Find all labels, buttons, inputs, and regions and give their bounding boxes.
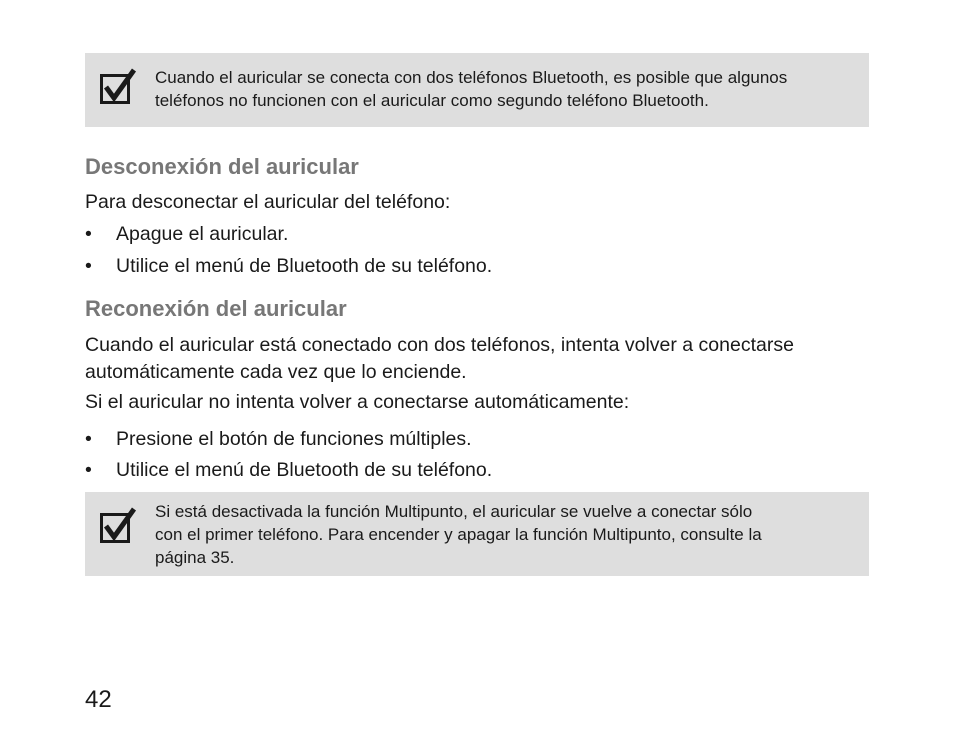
note-box-multipoint [85,492,869,576]
bullet-icon: • [85,428,92,450]
note-line: Si está desactivada la función Multipunto, el auricular se vuelve a conectar sólo [155,502,753,521]
list-item-text: Utilice el menú de Bluetooth de su teléfono. [116,255,493,277]
note-line: Cuando el auricular se conecta con dos teléfonos Bluetooth, es posible que algunos [155,68,788,87]
section-paragraph [85,332,875,386]
bullet-icon: • [85,459,92,481]
page-number: 42 [85,686,112,713]
checkbox-check-icon [100,513,130,543]
section-heading-reconnect: Reconexión del auricular [85,296,347,321]
bullet-icon: • [85,255,92,277]
section-heading-disconnect: Desconexión del auricular [85,154,359,179]
note-line: teléfonos no funcionen con el auricular como segundo teléfono Bluetooth. [155,91,709,110]
paragraph-line: automáticamente cada vez que lo enciende. [85,361,467,383]
list-item-text: Utilice el menú de Bluetooth de su teléfono. [116,459,493,481]
note-text [155,66,849,112]
list-item-text: Apague el auricular. [116,223,289,245]
checkbox-check-icon [100,74,130,104]
note-text [155,500,849,569]
section-paragraph: Si el auricular no intenta volver a conectarse automáticamente: [85,391,630,413]
paragraph-line: Cuando el auricular está conectado con dos teléfonos, intenta volver a conectarse [85,334,794,356]
note-box-multiphone [85,53,869,127]
bullet-icon: • [85,223,92,245]
list-item-text: Presione el botón de funciones múltiples. [116,428,472,450]
note-line: página 35. [155,548,235,567]
section-intro: Para desconectar el auricular del teléfono: [85,191,451,213]
note-line: con el primer teléfono. Para encender y apagar la función Multipunto, consulte la [155,525,762,544]
